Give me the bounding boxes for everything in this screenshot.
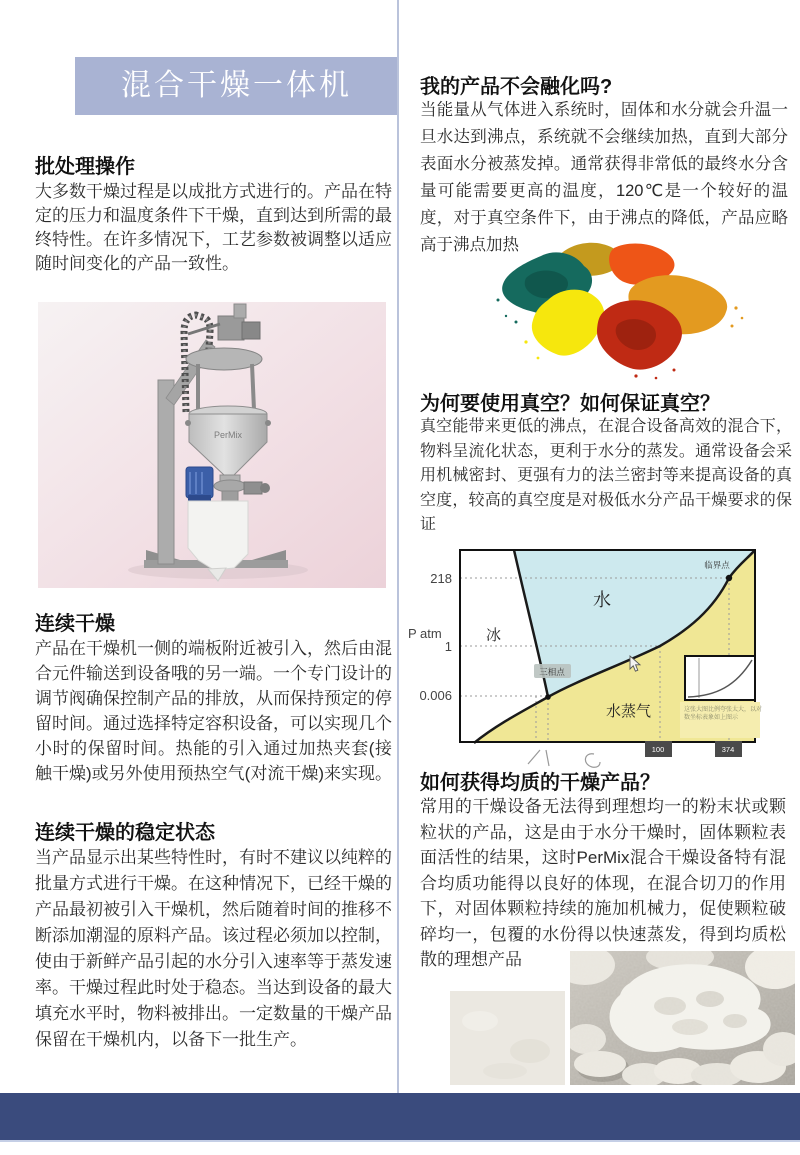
title-banner	[75, 57, 398, 115]
critical-point-label: 临界点	[704, 560, 730, 570]
machine-illustration	[38, 302, 386, 588]
water-label: 水	[593, 590, 611, 610]
heading-why-vacuum: 为何要使用真空？如何保证真空？	[420, 393, 720, 415]
inset-pressure-curve	[680, 656, 762, 738]
triple-point-dot	[545, 694, 551, 700]
paragraph-why-vacuum: 真空能带来更低的沸点，在混合设备高效的混合下，物料呈流化状态，更利于水分的蒸发。通常设备会采用机械密封、更强有力的法兰密封等来提高设备的真空度，较高的真空度是对极低水分产品干燥要求的保证	[420, 418, 792, 533]
inset-caption-line1: 这张大图比例夸张太大，以对	[684, 707, 763, 713]
paragraph-will-product-melt: 当能量从气体进入系统时，固体和水分就会升温一旦水达到沸点，系统就不会继续加热，直到大部分表面水分被蒸发掉。通常获得非常低的最终水分含量可能需要更高的温度，120℃是一个较好的温度，对于真空条件下，由于沸点的降低，产品应略高于沸点加热	[420, 101, 788, 254]
triple-point-label: 三相点	[539, 667, 565, 677]
paragraph-homogeneous-product: 常用的干燥设备无法得到理想均一的粉末状或颗粒状的产品，这是由于水分干燥时，固体颗粒表面活性的结果，这时PerMix混合干燥设备特有混合均质功能得以良好的体现，在混合切刀的作用下，对固体颗粒持续的施加机械力，促使颗粒破碎均一，包覆的水份得以快速蒸发，得到均质松散的理想产品	[420, 797, 786, 969]
heading-will-product-melt: 我的产品不会融化吗?	[420, 76, 613, 98]
water-phase-diagram	[408, 548, 795, 773]
y-axis-label: P atm	[408, 626, 442, 641]
ytick-0006: 0.006	[419, 688, 452, 703]
annotation-marks	[528, 750, 600, 767]
heading-continuous-drying: 连续干燥	[35, 613, 115, 635]
vapor-label: 水蒸气	[606, 703, 652, 720]
machine-brand-label: PerMix	[214, 430, 243, 440]
paragraph-batch-operation: 大多数干燥过程是以成批方式进行的。产品在特定的压力和温度条件下干燥，直到达到所需的最终特性。在许多情况下，工艺参数被调整以适应随时间变化的产品一致性。	[35, 182, 392, 273]
chunky-powder-photo	[570, 951, 795, 1085]
critical-point-dot	[726, 575, 732, 581]
ytick-218: 218	[430, 571, 452, 586]
heading-homogeneous-product: 如何获得均质的干燥产品？	[420, 772, 660, 794]
ytick-1: 1	[444, 639, 452, 654]
blue-motor	[186, 467, 213, 501]
paragraph-continuous-drying: 产品在干燥机一侧的端板附近被引入，然后由混合元件输送到设备哦的另一端。一个专门设计的调节阀确保控制产品的排放，从而保持预定的停留时间。通过选择特定容积设备，可以实现几个小时的保留时间。热能的引入通过加热夹套(接触干燥)或另外使用预热空气(对流干燥)来实现。	[35, 639, 392, 783]
inset-caption-line2: 数坐标表象如上图示	[684, 715, 739, 721]
heading-batch-operation: 批处理操作	[35, 156, 135, 178]
fine-powder-photo	[450, 991, 565, 1085]
red-pile	[597, 300, 682, 379]
phase-diagram-chart	[408, 548, 795, 773]
mixer-dryer-machine-photo	[38, 302, 386, 588]
column-divider	[397, 0, 399, 1093]
powder-piles-illustration	[486, 238, 761, 386]
xtick-100: 100	[651, 745, 665, 754]
ice-label: 冰	[486, 627, 502, 644]
page-title: 混合干燥一体机	[121, 69, 352, 102]
footer-bar	[0, 1093, 800, 1140]
xtick-374: 374	[721, 745, 735, 754]
colored-powders-photo	[486, 238, 761, 386]
paragraph-steady-state: 当产品显示出某些特性时，有时不建议以纯粹的批量方式进行干燥。在这种情况下，已经干燥的产品最初被引入干燥机，然后随着时间的推移不断添加潮湿的原料产品。该过程必须加以控制，使由于新鲜产品引起的水分引入速率等于蒸发速率。干燥过程此时处于稳态。当达到设备的最大填充水平时，物料被排出。一定数量的干燥产品保留在干燥机内，以备下一批生产。	[35, 848, 392, 1049]
heading-steady-state: 连续干燥的稳定状态	[35, 822, 215, 844]
